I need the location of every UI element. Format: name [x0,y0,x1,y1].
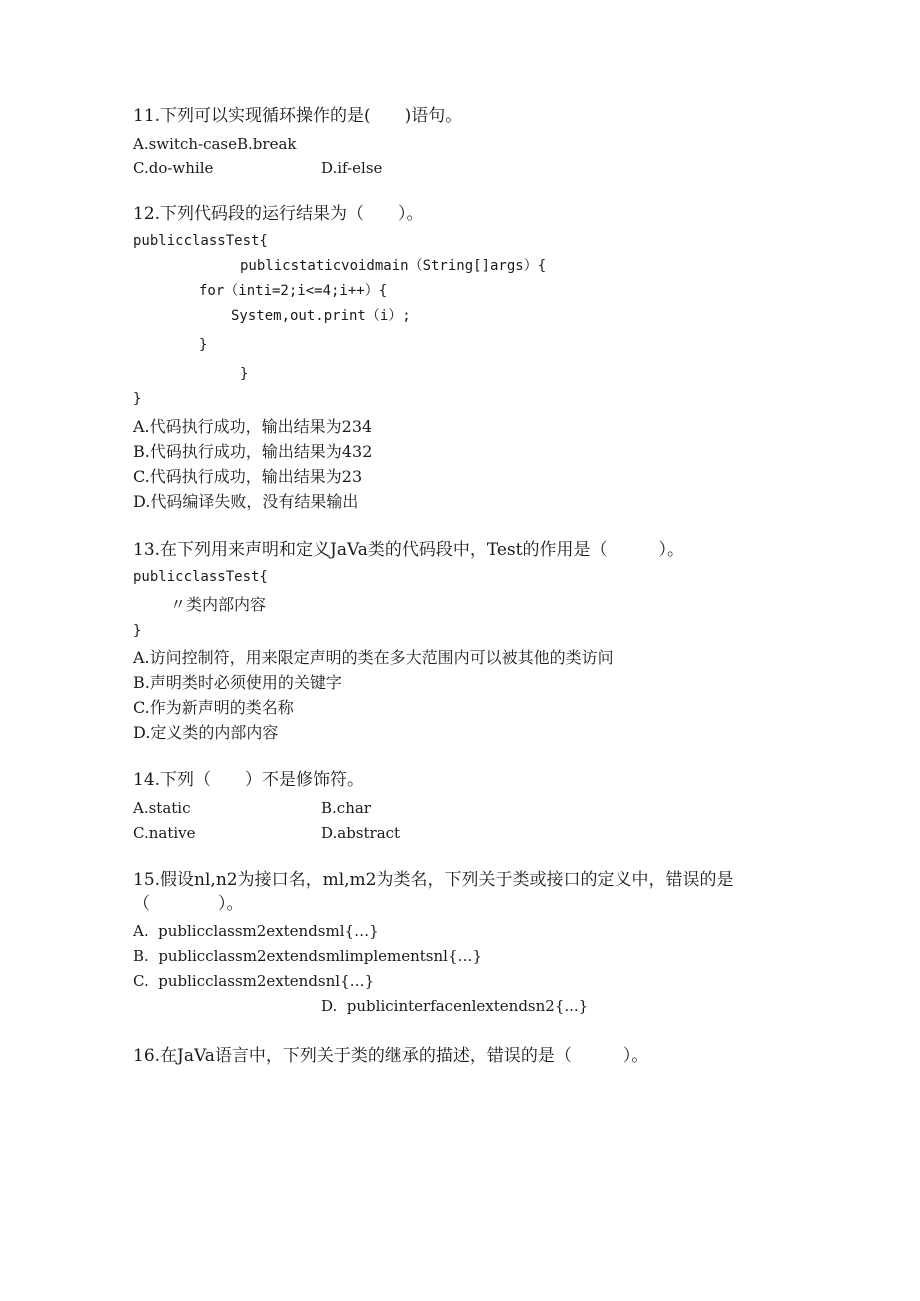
question-15-option-a: A. publicclassm2extendsml{…} [133,922,379,940]
question-15-stem: 15.假设nl,n2为接口名，ml,m2为类名，下列关于类或接口的定义中，错误的是 [133,870,734,890]
question-15-option-b: B. publicclassm2extendsmlimplementsnl{…} [133,947,483,965]
question-13-code-line: publicclassTest{ [133,569,268,585]
question-15-option-c: C. publicclassm2extendsnl{…} [133,972,375,990]
question-14-option-c: C.native [133,824,196,842]
question-12-code-line: } [199,337,208,353]
question-12-code-line: publicstaticvoidmain（String[]args）{ [240,258,547,274]
question-13-stem: 13.在下列用来声明和定义JaVa类的代码段中，Test的作用是（ ）。 [133,540,684,560]
question-12-code-line: } [240,366,249,382]
question-15-option-d: D. publicinterfacenlextendsn2{...} [321,997,589,1015]
question-13-code-line: } [133,623,142,639]
question-12-option-b: B.代码执行成功，输出结果为432 [133,442,373,461]
question-13-option-d: D.定义类的内部内容 [133,723,279,742]
question-14-option-b: B.char [321,799,371,817]
question-15-stem-continued: （ ）。 [133,894,244,914]
question-11-option-c: C.do-while [133,159,214,177]
question-12-option-d: D.代码编译失败，没有结果输出 [133,492,359,511]
question-12-option-a: A.代码执行成功，输出结果为234 [133,417,373,436]
question-13-option-a: A.访问控制符，用来限定声明的类在多大范围内可以被其他的类访问 [133,648,614,667]
question-11-options-ab: A.switch-caseB.break [133,135,297,153]
question-13-option-c: C.作为新声明的类名称 [133,698,294,717]
question-12-code-line: } [133,391,142,407]
question-12-stem: 12.下列代码段的运行结果为（ ）。 [133,204,424,224]
question-14-option-d: D.abstract [321,824,401,842]
question-12-code-line: publicclassTest{ [133,233,268,249]
question-16-stem: 16.在JaVa语言中，下列关于类的继承的描述，错误的是（ ）。 [133,1046,649,1066]
question-11-stem: 11.下列可以实现循环操作的是( )语句。 [133,106,463,126]
question-11-option-d: D.if-else [321,159,383,177]
question-12-code-line: System,out.print（i）; [231,308,411,324]
question-12-code-line: for（inti=2;i<=4;i++）{ [199,283,388,299]
question-14-stem: 14.下列（ ）不是修饰符。 [133,770,365,790]
question-12-option-c: C.代码执行成功，输出结果为23 [133,467,363,486]
question-14-option-a: A.static [133,799,191,817]
question-13-option-b: B.声明类时必须使用的关键字 [133,673,342,692]
question-13-code-comment: 〃类内部内容 [170,595,267,614]
